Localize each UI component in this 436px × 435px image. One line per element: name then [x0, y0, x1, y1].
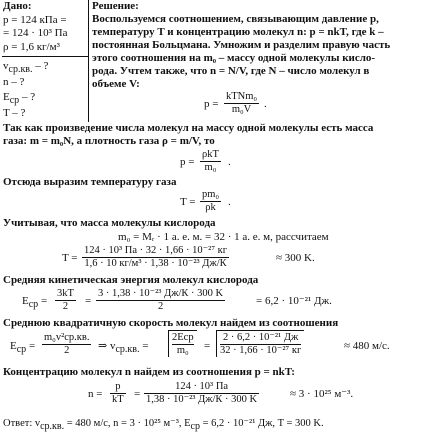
body-line-7: Среднюю квадратичную скорость молекул найдем из соотношения	[3, 317, 339, 329]
formula-4-fraction: 124 · 10³ Па · 32 · 1,66 · 10⁻²⁷ кг 1,6 · 10 кг/м³ · 1,38 · 10⁻²³ Дж/К	[84, 245, 228, 269]
formula-4-end: ≈ 300 K.	[276, 252, 315, 264]
solution-line-6: объеме V:	[92, 78, 140, 90]
formula-7-lhs: n =	[88, 388, 103, 400]
formula-7-fraction-a: $\frac{p}{kT}$	[112, 381, 124, 405]
formula-6-arrow: ⇒ $v_{ср.кв.}$ =	[98, 340, 149, 356]
formula-3-lhs: T =	[180, 196, 196, 208]
unknown-energy: $E_{ср}$ – ?	[3, 91, 36, 107]
body-line-6: Средняя кинетическая энергия молекул кислорода	[3, 274, 259, 286]
formula-6-sqrt-b: 2 · 6,2 · 10⁻²¹ Дж 32 · 1,66 · 10⁻²⁷ кг	[216, 330, 304, 357]
formula-6-fraction-a: m₀v²ср.кв. 2	[44, 332, 90, 356]
formula-2-end: .	[228, 156, 231, 168]
formula-7-fraction-b: 124 · 10³ Па 1,38 · 10⁻²³ Дж/К · 300 K	[146, 381, 258, 405]
given-density: ρ = 1,6 кг/м³	[3, 41, 60, 53]
solution-title: Решение:	[92, 0, 139, 12]
given-pressure-si: = 124 · 10³ Па	[3, 27, 68, 39]
formula-3-fraction: $\frac{\text{pm₀}}{\rho k}$	[202, 189, 220, 213]
solution-line-2: температуру T и концентрацию молекул n: p = nkT, где k –	[92, 26, 384, 38]
solution-line-3: постоянная Больцмана. Умножим и разделим правую часть	[92, 39, 391, 51]
formula-7-end: ≈ 3 · 10²⁵ м⁻³.	[290, 388, 354, 400]
solution-line-5: рода. Учтем также, что n = N/V, где N – число молекул в	[92, 65, 370, 77]
given-title: Дано:	[3, 0, 32, 12]
formula-7-equals: =	[134, 388, 141, 400]
solution-line-1: Воспользуемся соотношением, связывающим давление p,	[92, 13, 379, 25]
formula-6-equals: =	[204, 340, 211, 352]
formula-6-lhs: $E_{ср}$ =	[10, 340, 36, 356]
given-vertical-divider	[88, 0, 89, 122]
formula-2-lhs: p =	[180, 156, 195, 168]
formula-5-end: = 6,2 · 10⁻²¹ Дж.	[256, 295, 332, 307]
answer-line: Ответ: $v_{ср.кв.} = 480$ м/с, n = 3 · 10²⁵ м⁻³, $E_{ср} = 6,2 \cdot 10^{-21}$ Дж, T = 300 K.	[3, 418, 324, 433]
given-divider	[2, 56, 88, 57]
unknown-temperature: T – ?	[3, 107, 26, 119]
formula-3-end: .	[228, 196, 231, 208]
body-line-2: газа: m = m₀N, а плотность газа ρ = m/V, то	[3, 135, 215, 147]
formula-2-fraction: ρkT m₀	[202, 149, 219, 173]
formula-6-sqrt-a: 2Eср m₀	[168, 330, 197, 357]
formula-5-fraction-a: $\frac{3kT}{2}$	[57, 288, 74, 312]
unknown-velocity: $v_{ср.кв.}$ – ?	[3, 60, 49, 76]
body-line-8: Концентрацию молекул n найдем из соотношения p = nkT:	[3, 366, 295, 378]
formula-1-fraction: kTNm₀ m₀V	[226, 91, 258, 115]
formula-5-equals: =	[85, 295, 92, 307]
unknown-concentration: n – ?	[3, 76, 25, 88]
body-line-4: Учитывая, что масса молекулы кислорода	[3, 217, 216, 229]
formula-1-end: .	[264, 98, 267, 110]
formula-5-lhs: $E_{ср}$ =	[22, 295, 48, 311]
body-line-5: m₀ = Mᵣ · 1 а. е. м. = 32 · 1 а. е. м, рассчитаем	[118, 231, 329, 243]
formula-4-lhs: T =	[62, 252, 78, 264]
body-line-3: Отсюда выразим температуру газа	[3, 176, 177, 188]
formula-5-fraction-b: 3 · 1,38 · 10⁻²³ Дж/К · 300 K 2	[98, 288, 224, 312]
formula-6-end: ≈ 480 м/с.	[344, 340, 390, 352]
formula-1-lhs: p =	[204, 98, 219, 110]
solution-line-4: этого соотношения на m₀ – массу одной молекулы кисло-	[92, 52, 376, 64]
given-pressure: p = 124 кПа =	[3, 14, 67, 26]
body-line-1: Так как произведение числа молекул на массу одной молекулы есть масса	[3, 122, 374, 134]
